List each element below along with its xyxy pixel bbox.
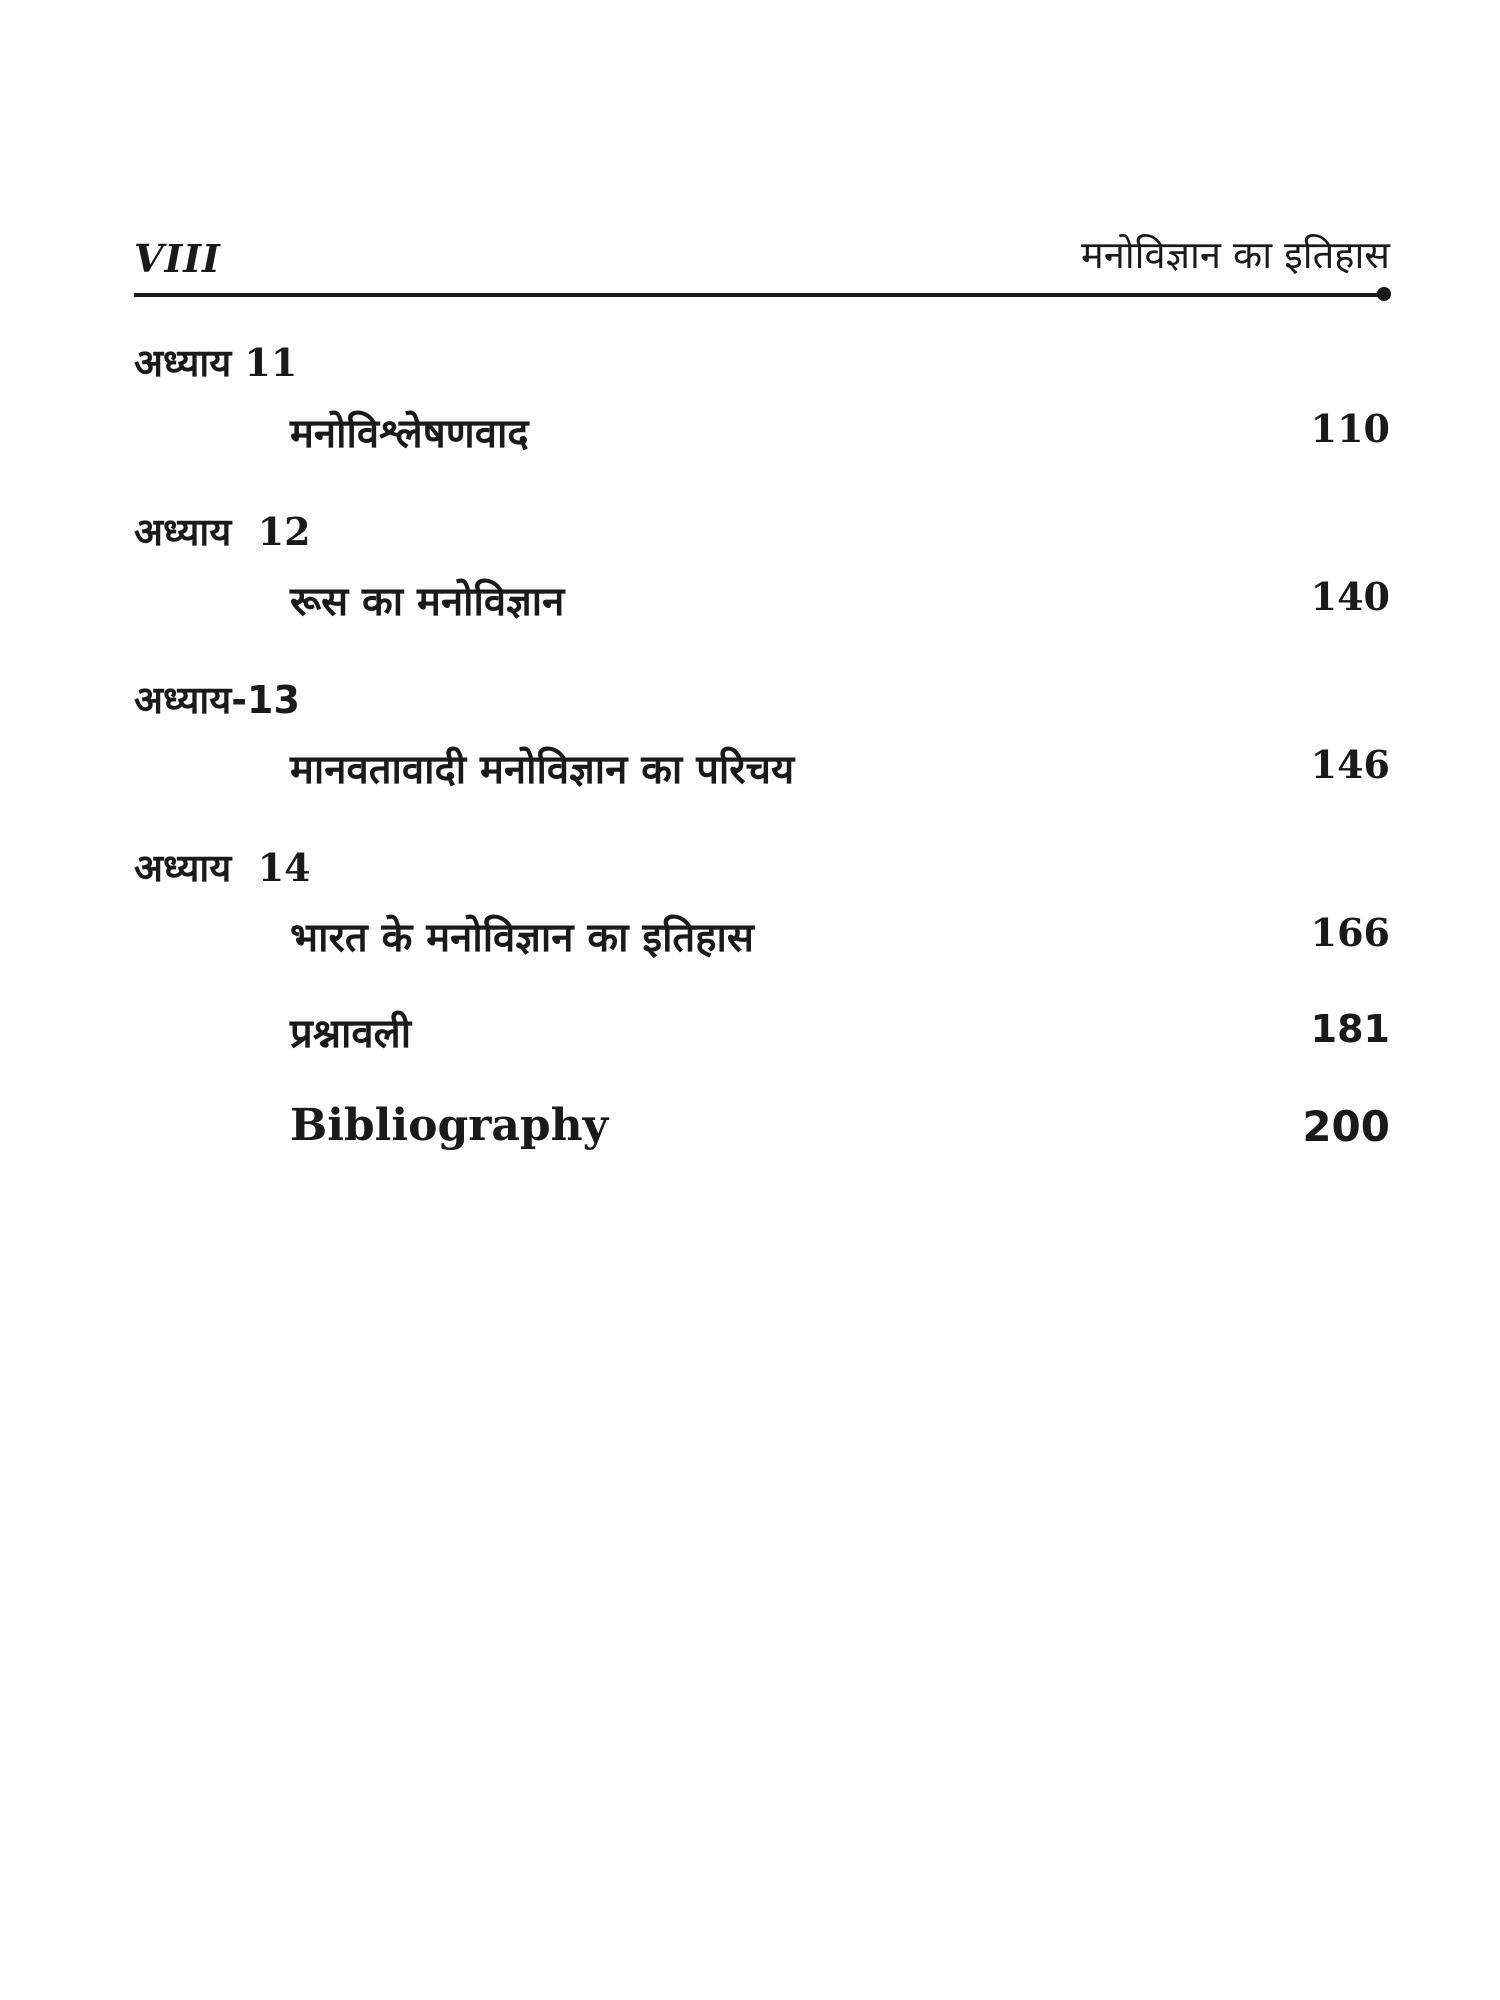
chapter-number: 12 xyxy=(257,509,311,554)
chapter-number: 11 xyxy=(244,340,298,385)
chapter-heading xyxy=(134,673,300,725)
page-number: VIII xyxy=(134,236,221,281)
toc-entry-title: मनोविश्लेषणवाद xyxy=(290,411,529,457)
toc-entry-page: 140 xyxy=(1310,574,1390,619)
chapter-label: अध्याय-13 xyxy=(134,678,300,722)
toc-entry-page: 200 xyxy=(1302,1102,1390,1151)
chapter-label: अध्याय xyxy=(134,846,232,890)
header-rule-end-dot xyxy=(1377,287,1391,301)
running-head xyxy=(134,228,1390,288)
header-rule xyxy=(134,293,1384,297)
toc-entry-page: 166 xyxy=(1310,910,1390,955)
toc-entry-title: भारत के मनोविज्ञान का इतिहास xyxy=(290,915,754,961)
chapter-heading xyxy=(134,841,311,893)
chapter-label: अध्याय xyxy=(134,341,232,385)
toc-entry-page: 146 xyxy=(1310,742,1390,787)
toc-entry-title: प्रश्नावली xyxy=(290,1011,412,1057)
chapter-label: अध्याय xyxy=(134,510,232,554)
chapter-number: 14 xyxy=(257,845,311,890)
toc-entry-title: रूस का मनोविज्ञान xyxy=(290,579,565,625)
toc-entry-title: Bibliography xyxy=(290,1100,609,1151)
toc-entry-page: 181 xyxy=(1310,1007,1390,1051)
chapter-heading xyxy=(134,336,297,388)
book-title: मनोविज्ञान का इतिहास xyxy=(1081,233,1390,277)
chapter-heading xyxy=(134,505,311,557)
toc-entry-page: 110 xyxy=(1310,406,1390,451)
toc-entry-title: मानवतावादी मनोविज्ञान का परिचय xyxy=(290,747,795,793)
